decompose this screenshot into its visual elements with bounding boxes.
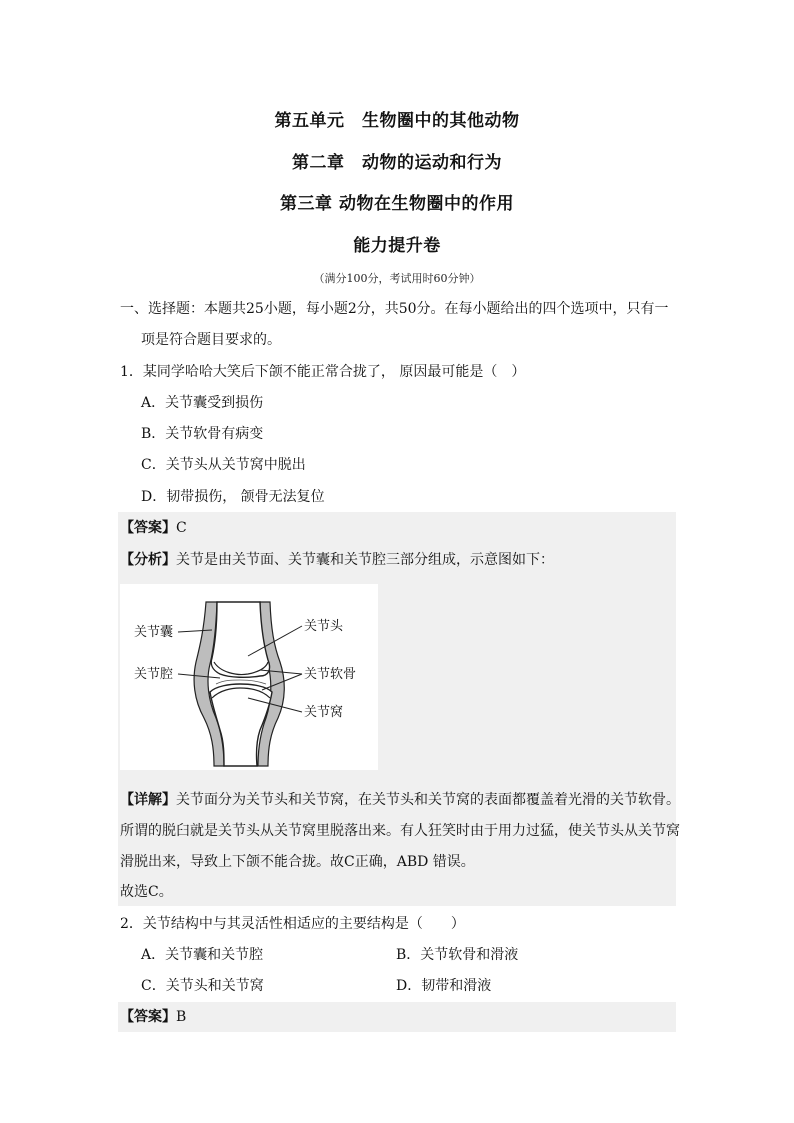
joint-diagram <box>120 584 378 770</box>
q1-option-d: D．韧带损伤， 颌骨无法复位 <box>141 489 325 505</box>
section-heading-line1: 一、选择题：本题共25小题，每小题2分，共50分。在每小题给出的四个选项中，只有一 <box>120 301 669 317</box>
q1-detail-line1 <box>120 790 680 810</box>
label-capsule: 关节囊 <box>134 625 174 640</box>
q2-option-d: D．韧带和滑液 <box>396 978 492 994</box>
q2-answer <box>120 1007 186 1027</box>
label-socket: 关节窝 <box>304 705 344 720</box>
label-cavity: 关节腔 <box>134 667 174 682</box>
paper-title: 能力提升卷 <box>353 236 441 256</box>
unit-title: 第五单元 生物圈中的其他动物 <box>274 111 520 131</box>
q1-detail-line2: 所谓的脱臼就是关节头从关节窝里脱落出来。有人狂笑时由于用力过猛，使关节头从关节窝 <box>120 823 680 839</box>
q1-stem: 1．某同学哈哈大笑后下颌不能正常合拢了， 原因最可能是（ ） <box>120 364 526 380</box>
section-heading-line2: 项是符合题目要求的。 <box>141 332 281 348</box>
q2-solution-block <box>118 1002 676 1032</box>
q1-detail-line3: 滑脱出来，导致上下颌不能合拢。故C正确，ABD 错误。 <box>120 854 475 870</box>
q1-answer <box>120 518 187 538</box>
answer-value: C <box>176 520 187 536</box>
chapter3-title: 第三章 动物在生物圈中的作用 <box>280 194 514 214</box>
chapter2-title: 第二章 动物的运动和行为 <box>292 153 502 173</box>
exam-note: （满分100分，考试用时60分钟） <box>313 272 481 285</box>
q2-option-c: C．关节头和关节窝 <box>141 978 264 994</box>
upper-bone <box>211 602 269 677</box>
q1-option-a: A．关节囊受到损伤 <box>141 395 264 411</box>
analysis-text: 关节是由关节面、关节囊和关节腔三部分组成，示意图如下： <box>176 552 554 568</box>
q1-option-c: C．关节头从关节窝中脱出 <box>141 457 306 473</box>
q2-option-a: A．关节囊和关节腔 <box>141 947 264 963</box>
answer-tag: 【答案】 <box>120 1009 176 1025</box>
answer-value: B <box>176 1009 187 1025</box>
joint-diagram-svg <box>120 584 378 770</box>
q2-option-b: B．关节软骨和滑液 <box>396 947 519 963</box>
q2-stem: 2．关节结构中与其灵活性相适应的主要结构是（ ） <box>120 916 465 932</box>
q1-conclusion: 故选C。 <box>120 884 173 900</box>
detail-tag: 【详解】 <box>120 792 176 808</box>
detail-text-1: 关节面分为关节头和关节窝，在关节头和关节窝的表面都覆盖着光滑的关节软骨。 <box>176 792 680 808</box>
q1-option-b: B．关节软骨有病变 <box>141 426 264 442</box>
label-head: 关节头 <box>304 619 344 634</box>
q1-analysis <box>120 550 554 570</box>
analysis-tag: 【分析】 <box>120 552 176 568</box>
answer-tag: 【答案】 <box>120 520 176 536</box>
label-cartilage: 关节软骨 <box>304 667 357 682</box>
